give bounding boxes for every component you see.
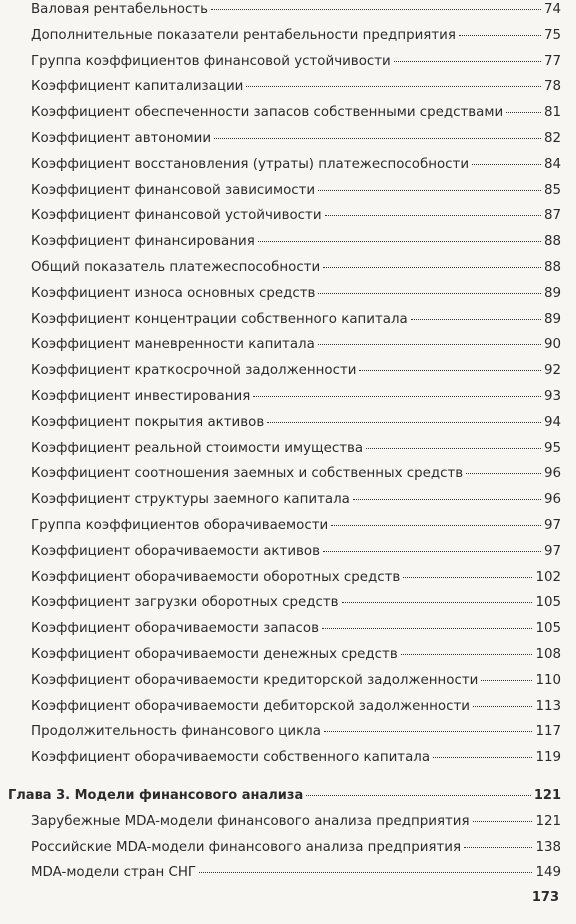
toc-entry-title: Группа коэффициентов оборачиваемости [31,518,329,533]
toc-entry-page: 89 [543,285,561,301]
toc-entry [31,130,561,148]
toc-entry-page: 78 [543,79,561,95]
toc-entry-page: 149 [535,865,561,880]
toc-entry [31,594,561,612]
toc-entry-page: 105 [535,595,561,611]
toc-entry [31,311,561,329]
dot-leader [318,293,541,294]
toc-entry-page: 97 [543,518,561,533]
dot-leader [258,241,541,242]
toc-entry [31,362,561,380]
dot-leader [318,344,541,345]
toc-entry-page: 96 [543,466,561,482]
toc-entry-page: 102 [535,569,561,585]
dot-leader [459,35,541,36]
toc-entry-title: Общий показатель платежеспособности [31,260,321,275]
toc-entry-title: MDA-модели стран СНГ [31,865,197,880]
toc-entry-page: 119 [535,750,561,766]
toc-entry [31,723,561,741]
toc-entry [31,53,561,71]
toc-entry-title: Коэффициент финансирования [31,234,255,250]
toc-entry [31,517,561,535]
dot-leader [394,61,541,62]
toc-entry-title: Коэффициент износа основных средств [31,285,316,301]
dot-leader [472,164,541,165]
toc-entry-title: Продолжительность финансового цикла [31,724,321,740]
toc-entry [31,465,561,483]
toc-entry-title: Коэффициент восстановления (утраты) платежеспособности [31,156,470,172]
dot-leader [411,319,541,320]
dot-leader [323,267,541,268]
toc-entry [31,104,561,122]
toc-entry [31,182,561,200]
dot-leader [211,9,541,10]
toc-entry [31,1,561,19]
toc-entry [31,813,561,831]
toc-entry [31,698,561,716]
toc-entry-page: 121 [535,814,561,829]
toc-entry-page: 96 [543,492,561,508]
dot-leader [359,370,540,371]
dot-leader [246,86,541,87]
toc-entry-page: 94 [543,414,561,430]
toc-entry [31,259,561,277]
toc-entry [31,414,561,432]
dot-leader [323,551,541,552]
toc-entry [31,749,561,767]
toc-entry-page: 121 [533,788,561,803]
toc-entry-title: Коэффициент структуры заемного капитала [31,492,350,508]
toc-entry [31,207,561,225]
toc-entry-page: 81 [543,105,561,121]
toc-entry-title: Коэффициент финансовой устойчивости [31,208,322,224]
toc-entry [31,440,561,458]
toc-entry-title: Коэффициент реальной стоимости имущества [31,440,364,456]
toc-entry-title: Коэффициент оборачиваемости собственного капитала [31,750,431,766]
toc-entry-page: 113 [535,698,561,714]
toc-entry-page: 88 [543,234,561,250]
toc-entry-page: 95 [543,440,561,456]
toc-entry-page: 88 [543,260,561,275]
toc-entry-title: Коэффициент оборачиваемости оборотных средств [31,569,401,585]
dot-leader [318,190,541,191]
toc-entry [31,543,561,561]
toc-entry-page: 90 [543,337,561,353]
toc-entry [31,839,561,857]
toc-entry-page: 74 [543,2,561,17]
toc-entry-page: 105 [535,621,561,637]
toc-entry [31,864,561,882]
dot-leader [353,499,541,500]
toc-entry-page: 93 [543,389,561,404]
dot-leader [253,396,541,397]
dot-leader [322,628,532,629]
dot-leader [403,577,532,578]
toc-entry-title: Коэффициент финансовой зависимости [31,182,316,198]
dot-leader [214,138,541,139]
dot-leader [433,757,532,758]
toc-entry [31,620,561,638]
dot-leader [506,112,541,113]
toc-entry-title: Зарубежные MDA-модели финансового анализа предприятия [31,814,470,829]
toc-entry [31,27,561,45]
toc-entry-title: Коэффициент оборачиваемости активов [31,543,321,559]
dot-leader [324,731,532,732]
toc-entry-title: Коэффициент инвестирования [31,389,251,404]
dot-leader [473,821,533,822]
toc-entry-title: Российские MDA-модели финансового анализа предприятия [31,839,462,855]
toc-entry-page: 97 [543,543,561,559]
toc-entry-page: 89 [543,311,561,327]
toc-entry-page: 87 [543,208,561,224]
toc-entry-page: 77 [543,53,561,69]
toc-chapter-entry [8,787,561,805]
toc-entry-title: Дополнительные показатели рентабельности предприятия [31,27,456,43]
toc-entry-title: Коэффициент оборачиваемости запасов [31,621,319,637]
toc-entry-title: Коэффициент оборачиваемости дебиторской задолженности [31,698,470,714]
toc-entry-title: Коэффициент соотношения заемных и собственных средств [31,466,464,482]
dot-leader [401,654,533,655]
toc-entry-title: Коэффициент оборачиваемости денежных средств [31,647,398,662]
toc-entry [31,646,561,664]
dot-leader [306,795,531,796]
dot-leader [366,448,541,449]
toc-entry [31,569,561,587]
toc-entry [31,78,561,96]
toc-entry-title: Коэффициент концентрации собственного капитала [31,311,408,327]
toc-entry-title: Коэффициент обеспеченности запасов собственными средствами [31,105,504,121]
toc-entry [31,491,561,509]
toc-entry-title: Валовая рентабельность [31,2,209,17]
dot-leader [481,680,532,681]
toc-entry-title: Коэффициент загрузки оборотных средств [31,595,339,611]
toc-entry-title: Группа коэффициентов финансовой устойчивости [31,53,391,69]
dot-leader [342,602,533,603]
dot-leader [325,215,541,216]
toc-entry-title: Коэффициент оборачиваемости кредиторской задолженности [31,672,479,688]
toc-entry [31,156,561,174]
dot-leader [473,706,532,707]
dot-leader [464,847,532,848]
toc-entry-title: Коэффициент покрытия активов [31,414,265,430]
toc-entry-page: 92 [543,363,561,379]
toc-entry-page: 75 [543,27,561,43]
toc-entry-title: Коэффициент капитализации [31,79,244,95]
toc-entry-page: 110 [535,672,561,688]
toc-entry-page: 117 [535,724,561,740]
dot-leader [267,422,541,423]
dot-leader [466,473,541,474]
toc-entry-page: 138 [535,839,561,855]
toc-entry [31,388,561,406]
toc-entry [31,672,561,690]
toc-entry [31,233,561,251]
toc-entry-page: 85 [543,182,561,198]
toc-entry-title: Глава 3. Модели финансового анализа [8,788,304,803]
dot-leader [331,525,541,526]
toc-entry-page: 82 [543,131,561,146]
toc-entry-title: Коэффициент маневренности капитала [31,337,315,353]
page-number: 173 [531,890,559,905]
toc-entry-page: 84 [543,156,561,172]
toc-entry-title: Коэффициент автономии [31,131,212,146]
toc-entry [31,336,561,354]
toc-entry [31,285,561,303]
dot-leader [199,872,532,873]
toc-entry-title: Коэффициент краткосрочной задолженности [31,363,357,379]
toc-entry-page: 108 [535,647,561,662]
